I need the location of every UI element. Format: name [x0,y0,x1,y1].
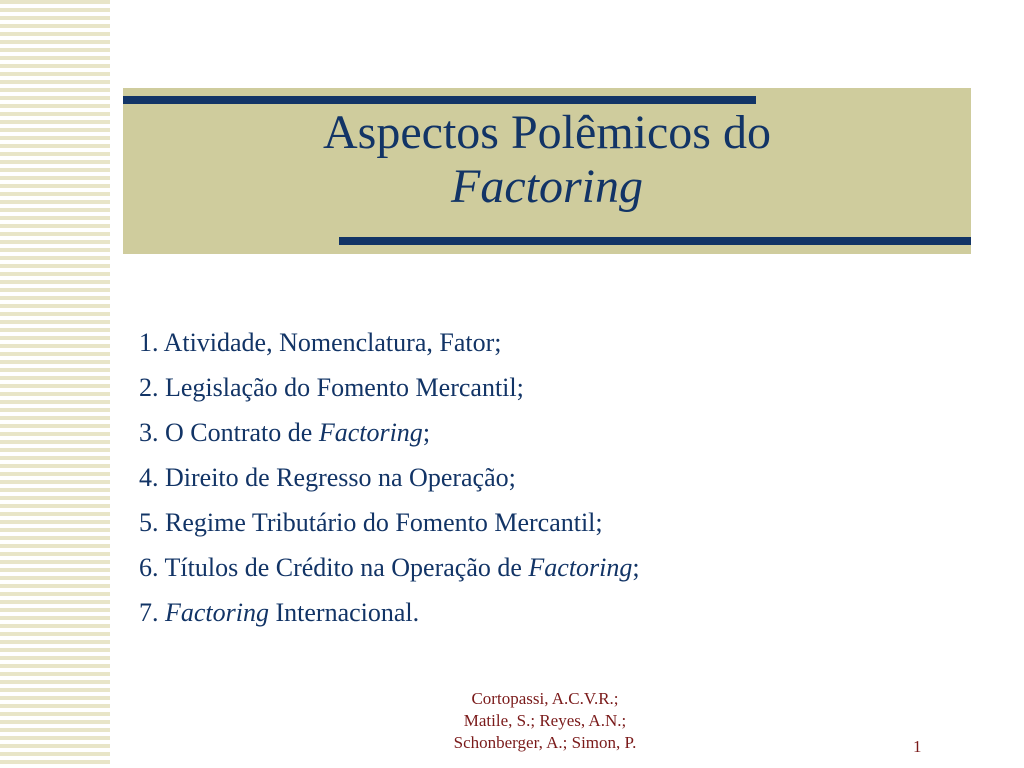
topic-emphasis: Factoring [165,598,269,627]
topic-suffix: ; [632,553,640,582]
decorative-stripes [0,0,110,768]
topic-text: 2. Legislação do Fomento Mercantil; [139,373,524,402]
topic-item [139,455,640,500]
author-line: Schonberger, A.; Simon, P. [453,733,637,752]
topic-text: 1. Atividade, Nomenclatura, Fator; [139,328,502,357]
topic-text: 4. Direito de Regresso na Operação; [139,463,516,492]
slide-title-line1: Aspectos Polêmicos do [323,106,771,159]
topic-text: 7. [139,598,165,627]
topic-suffix: Internacional. [269,598,420,627]
topic-emphasis: Factoring [318,418,423,447]
topic-item [139,320,640,365]
title-rule-bottom [339,237,971,245]
page-number: 1 [913,737,922,756]
slide-title-line2: Factoring [451,160,643,213]
topic-text: 5. Regime Tributário do Fomento Mercantil; [139,508,603,537]
topic-item [139,590,640,635]
topic-text: 6. Títulos de Crédito na Operação de [139,553,529,582]
topic-text: 3. O Contrato de [139,418,319,447]
author-footer [400,688,690,754]
topic-item [139,500,640,545]
author-line: Cortopassi, A.C.V.R.; [471,689,619,708]
topic-suffix: ; [422,418,431,447]
slide-title [123,106,971,214]
topic-list [139,320,640,635]
topic-item [139,410,640,455]
topic-emphasis: Factoring [528,553,633,582]
title-rule-top [123,96,756,104]
author-line: Matile, S.; Reyes, A.N.; [463,711,627,730]
topic-item [139,365,640,410]
topic-item [139,545,640,590]
